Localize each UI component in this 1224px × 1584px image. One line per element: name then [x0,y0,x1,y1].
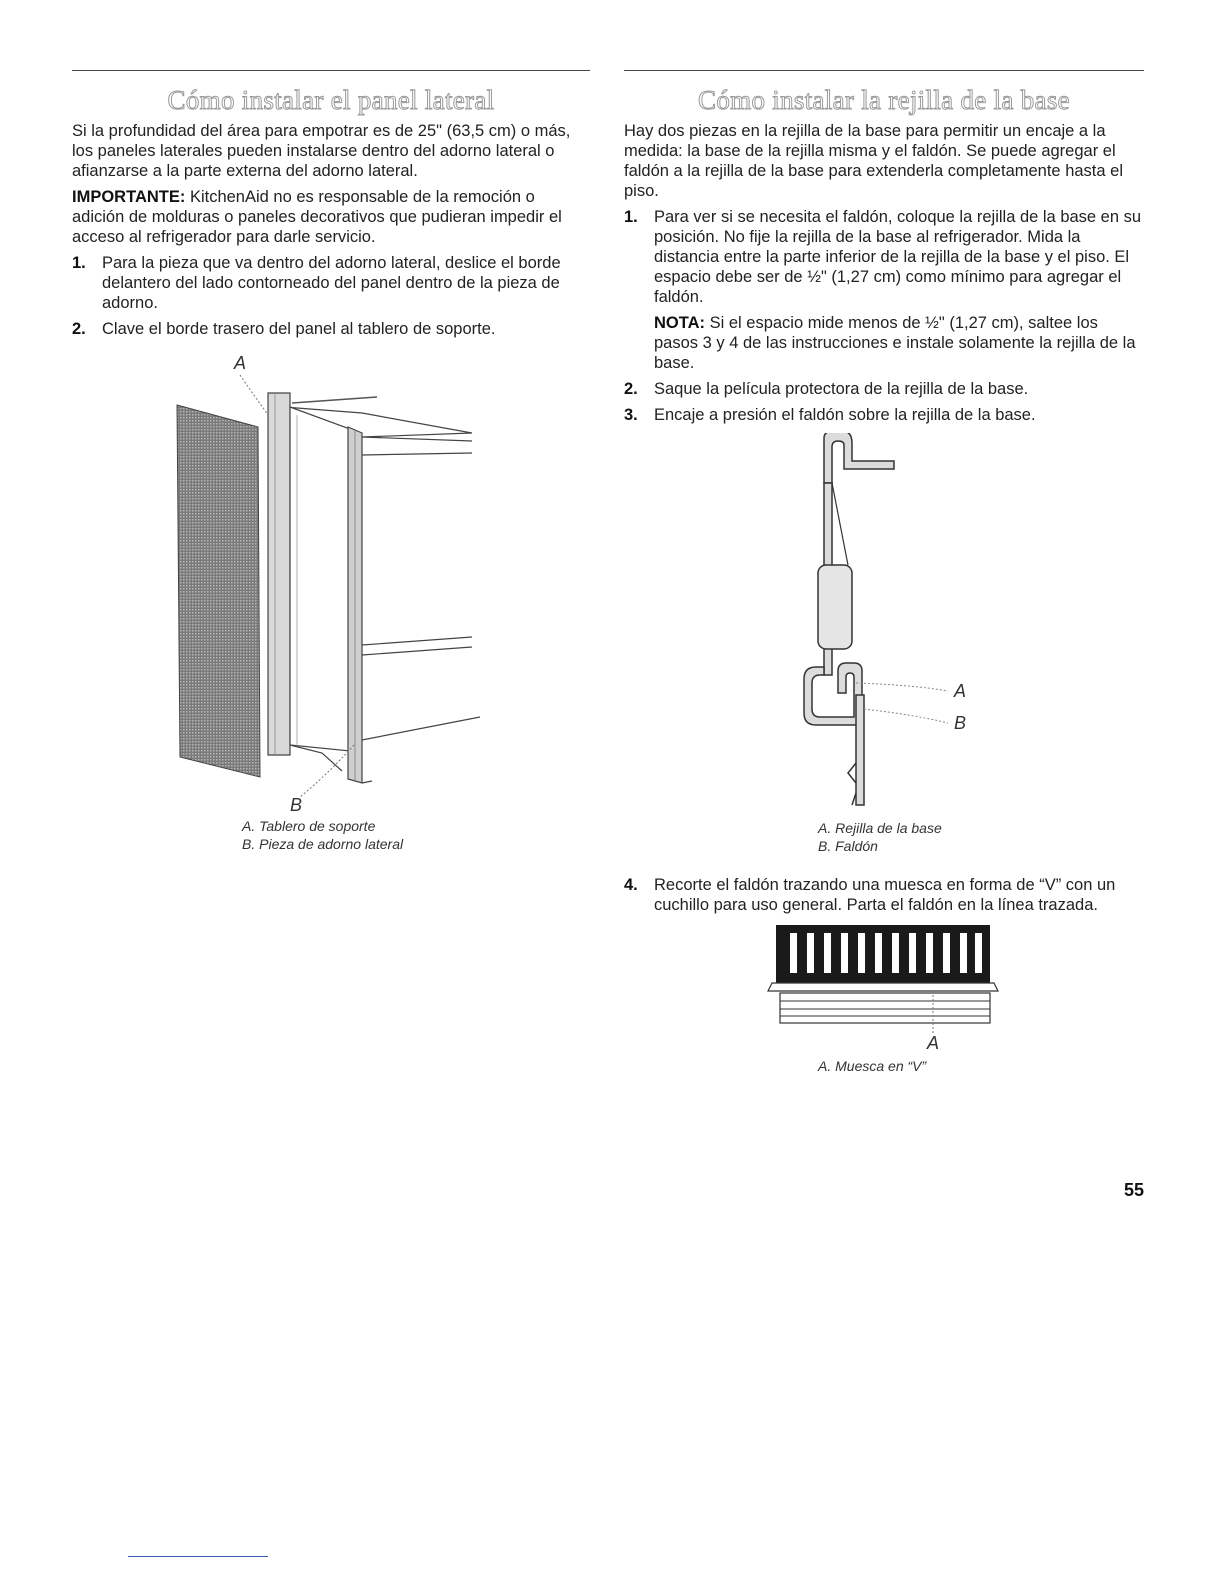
steps-list [72,253,590,339]
footer-line [128,1556,268,1557]
side-panel [177,405,260,777]
label-b: B [290,795,303,815]
step-item [72,253,590,313]
note-paragraph [654,313,1144,373]
steps-list [624,207,1144,425]
grille-skirt-illustration [624,433,1144,813]
step-text: Para la pieza que va dentro del adorno lateral, deslice el borde delantero del lado contorneado del panel dentro de la pieza de adorno. [102,254,561,312]
label-b: B [954,713,967,733]
cabinet-side [290,407,350,751]
step-text: Encaje a presión el faldón sobre la rejilla de la base. [654,406,1036,424]
cabinet-outline [292,397,377,403]
intro-paragraph: Si la profundidad del área para empotrar es de 25" (63,5 cm) o más, los paneles laterales pueden instalarse dentro del adorno lateral o afianzarse a la parte externa del adorno lateral. [72,122,571,180]
step-text: Clave el borde trasero del panel al tablero de soporte. [102,320,496,338]
note-label: NOTA: [654,314,706,332]
grille-block [818,565,852,649]
step-item [624,379,1144,399]
skirt-strip [780,993,990,1023]
leader-line-a [240,375,272,420]
support-board [268,393,290,755]
fridge-drawer-bottom [362,717,480,740]
fridge-front-top [362,437,472,441]
skirt-tip [848,763,856,805]
step-number: 4. [624,876,638,894]
step-number: 2. [72,320,86,338]
leader-line-b [300,745,354,797]
step-number: 2. [624,380,638,398]
page-number: 55 [1123,1180,1144,1200]
grille-top-hook [824,433,894,483]
section-rule [72,70,590,71]
leader-line-b [864,709,948,723]
step-item [624,207,1144,373]
steps-list-continued [624,875,1144,915]
v-notch-figure [624,921,1144,1051]
step-item [624,875,1144,915]
caption-a: A. Tablero de soporte [242,818,376,834]
left-column [72,70,590,853]
grille-bottom-edge [768,983,998,991]
label-a: A [234,353,247,373]
step-item [624,405,1144,425]
important-paragraph [72,187,590,247]
caption-a: A. Rejilla de la base [818,820,942,836]
intro-paragraph: Hay dos piezas en la rejilla de la base para permitir un encaje a la medida: la base de la rejilla misma y el faldón. Se puede agregar el faldón a la rejilla de la base para extenderla completamente hasta el piso. [624,122,1123,200]
side-panel-illustration [72,345,590,815]
v-notch-illustration [624,921,1144,1051]
skirt-clip [804,663,862,725]
caption-b: B. Faldón [818,838,878,854]
fridge-door-top [362,453,472,455]
label-a: A [927,1033,940,1051]
caption-a: A. Muesca en “V” [818,1058,927,1074]
fridge-door-split [362,637,472,645]
figure1-captions [818,819,1144,855]
grille-line [832,483,848,565]
important-label: IMPORTANTE: [72,188,186,206]
section-title: Cómo instalar el panel lateral [167,85,495,115]
figure2-captions [818,1057,1144,1075]
figure-captions [242,817,590,853]
step-number: 3. [624,406,638,424]
caption-b: B. Pieza de adorno lateral [242,836,404,852]
fridge-door-split-2 [362,647,472,655]
step-number: 1. [72,254,86,272]
step-text: Recorte el faldón trazando una muesca en forma de “V” con un cuchillo para uso general. Parta el faldón en la línea trazada. [654,876,1116,914]
step-item [72,319,590,339]
step-text: Para ver si se necesita el faldón, coloque la rejilla de la base en su posición. No fije la rejilla de la base al refrigerador. Mida la distancia entre la parte inferior de la rejilla de la base y el piso. El espacio debe ser de ½" (1,27 cm) como mínimo para agregar el faldón. [654,208,1142,306]
grille-skirt-figure [624,433,1144,813]
step-text: Saque la película protectora de la rejilla de la base. [654,380,1029,398]
note-text: Si el espacio mide menos de ½" (1,27 cm), saltee los pasos 3 y 4 de las instrucciones e instale solamente la rejilla de la base. [654,314,1136,372]
fridge-base [362,781,372,783]
step-number: 1. [624,208,638,226]
skirt-body [856,695,864,805]
label-a: A [954,681,967,701]
important-text: KitchenAid no es responsable de la remoción o adición de molduras o paneles decorativos que pudieran impedir el acceso al refrigerador para darle servicio. [72,188,562,246]
side-panel-figure [72,345,590,815]
section-rule [624,70,1144,71]
right-column [624,70,1144,1075]
leader-line-a [856,683,948,691]
section-title: Cómo instalar la rejilla de la base [698,85,1070,115]
